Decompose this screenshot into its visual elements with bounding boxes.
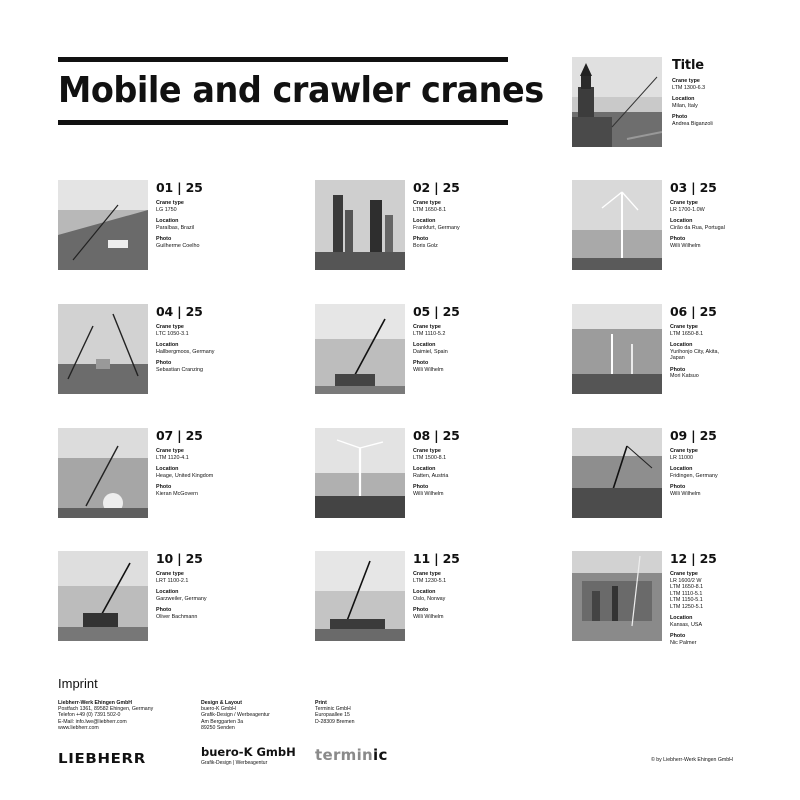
location-label: Location [156,466,179,472]
month-photo [58,180,148,270]
location-value: Kansas, USA [670,621,703,628]
month-photo [315,551,405,641]
cover-photographer: Andrea Biganzoli [672,120,713,127]
crane-type-label: Crane type [156,200,184,206]
month-info [413,181,495,254]
crane-type-label: Crane type [156,571,184,577]
photo-label: Photo [413,360,429,366]
crane-type-value: LG 1750 [156,206,177,213]
crane-type-value: LTM 1500-8.1 [413,454,447,461]
location-value: Ratten, Austria [413,472,449,479]
photographer-value: Guilherme Coelho [156,242,200,249]
photographer-value: Willi Wilhelm [670,490,701,497]
month-number: 06 | 25 [670,304,717,319]
month-photo [58,304,148,394]
crane-type-value: LR 11000 [670,454,693,461]
month-photo [315,428,405,518]
imprint-publisher [58,700,153,731]
photographer-value: Oliver Bachmann [156,613,198,620]
month-info [413,305,495,378]
month-info [156,181,238,254]
location-label: Location [670,615,693,621]
cover-photo-label: Photo [672,114,688,120]
location-value: Garzweiler, Germany [156,595,207,602]
photo-label: Photo [670,236,686,242]
photographer-value: Nic Palmer [670,639,697,646]
photo-label: Photo [413,607,429,613]
design-line: Grafik-Design / Werbeagentur [201,712,270,719]
cover-location: Milan, Italy [672,102,698,109]
crane-type-label: Crane type [413,571,441,577]
crane-type-label: Crane type [670,324,698,330]
location-value: Frankfurt, Germany [413,224,460,231]
month-photo [572,551,662,641]
photographer-value: Mori Katsuo [670,373,699,379]
location-label: Location [413,466,436,472]
imprint-print [315,700,355,725]
photo-label: Photo [156,236,172,242]
photo-label: Photo [413,484,429,490]
month-photo [572,180,662,270]
location-label: Location [413,218,436,224]
design-line: Am Berggarten 3a [201,718,244,725]
month-info [156,429,238,502]
month-info [156,305,238,378]
publisher-line: www.liebherr.com [58,724,99,731]
print-line: Terminic GmbH [315,706,351,713]
month-photo [58,428,148,518]
location-label: Location [670,218,693,224]
crane-type-label: Crane type [413,448,441,454]
crane-type-value: LTM 1120-4.1 [156,454,189,461]
crane-type-label: Crane type [413,200,441,206]
page-title: Mobile and crawler cranes [58,70,544,111]
location-value: Yurihonjo City, Akita, Japan [670,348,720,361]
publisher-line: E-Mail: info.lwe@liebherr.com [58,718,127,725]
buero-k-logo [201,745,296,766]
cover-info [672,59,754,132]
month-number: 01 | 25 [156,180,203,195]
publisher-line: Telefon +49 (0) 7391 502-0 [58,712,121,719]
copyright: © by Liebherr-Werk Ehingen GmbH [651,757,733,763]
photo-label: Photo [156,607,172,613]
month-info [670,305,752,385]
month-number: 10 | 25 [156,551,203,566]
location-label: Location [670,466,693,472]
crane-type-label: Crane type [413,324,441,330]
month-number: 11 | 25 [413,551,460,566]
month-photo [315,180,405,270]
photographer-value: Willi Wilhelm [413,366,444,373]
location-label: Location [156,218,179,224]
design-line: 89250 Senden [201,724,235,731]
month-info [413,429,495,502]
location-label: Location [156,589,179,595]
month-number: 07 | 25 [156,428,203,443]
location-value: Oslo, Norway [413,595,446,602]
cover-heading: Title [672,58,704,73]
location-label: Location [413,342,436,348]
month-photo [572,304,662,394]
cover-crane-type: LTM 1300-6.3 [672,84,706,91]
crane-type-value: LTC 1050-3.1 [156,330,189,337]
cover-photo [572,57,662,147]
cover-crane-type-label: Crane type [672,78,700,84]
month-number: 04 | 25 [156,304,203,319]
crane-type-label: Crane type [156,324,184,330]
photographer-value: Boris Golz [413,242,438,249]
photo-label: Photo [156,360,172,366]
liebherr-logo: LIEBHERR [58,752,146,767]
location-value: Daimiel, Spain [413,348,448,355]
month-info [413,552,495,625]
imprint-heading: Imprint [58,676,98,691]
crane-type-value: LTM 1650-8.1 [413,206,447,213]
photographer-value: Willi Wilhelm [413,613,444,620]
cover-location-label: Location [672,96,695,102]
photo-label: Photo [413,236,429,242]
print-line: Europaallee 15 [315,712,350,719]
crane-type-value: LTM 1110-5.2 [413,330,446,337]
month-number: 09 | 25 [670,428,717,443]
location-value: Hallbergmoos, Germany [156,348,215,355]
location-value: Fridingen, Germany [670,472,718,479]
imprint-design [201,700,270,731]
crane-type-value: LR 1600/2 W LTM 1650-8.1 LTM 1110-5.1 LTM 1150-5.1 LTM 1250-5.1 [670,577,704,610]
crane-type-value: LRT 1100-2.1 [156,577,189,584]
month-number: 03 | 25 [670,180,717,195]
photographer-value: Willi Wilhelm [413,490,444,497]
month-info [670,552,752,651]
design-line: buero-K GmbH [201,706,236,713]
photographer-value: Willi Wilhelm [670,242,701,249]
crane-type-value: LR 1700-1.0W [670,206,705,213]
title-rule-top [58,57,508,62]
buero-k-logo-name: buero-K GmbH [201,745,296,759]
crane-type-label: Crane type [670,571,698,577]
print-line: D-28309 Bremen [315,718,355,725]
photo-label: Photo [670,633,686,639]
photo-label: Photo [156,484,172,490]
crane-type-label: Crane type [156,448,184,454]
month-number: 12 | 25 [670,551,717,566]
month-number: 02 | 25 [413,180,460,195]
month-photo [58,551,148,641]
location-label: Location [156,342,179,348]
photographer-value: Sebastian Cranzing [156,366,204,373]
month-info [156,552,238,625]
month-photo [572,428,662,518]
photo-label: Photo [670,366,686,373]
crane-type-value: LTM 1230-5.1 [413,577,447,584]
print-title: Print [315,700,327,706]
month-number: 08 | 25 [413,428,460,443]
location-value: Paraíbas, Brazil [156,224,195,231]
design-title: Design & Layout [201,700,242,706]
terminic-logo-a: termin [315,746,373,764]
location-label: Location [670,342,693,348]
location-value: Heage, United Kingdom [156,472,214,479]
buero-k-logo-sub: Grafik-Design | Werbeagentur [201,760,268,766]
terminic-logo-b: ic [373,746,388,764]
month-number: 05 | 25 [413,304,460,319]
month-info [670,181,752,254]
month-photo [315,304,405,394]
location-value: Cirão da Rua, Portugal [670,224,725,231]
photographer-value: Kieran McGovern [156,490,198,497]
location-label: Location [413,589,436,595]
photo-label: Photo [670,484,686,490]
terminic-logo [315,746,388,764]
crane-type-label: Crane type [670,448,698,454]
crane-type-label: Crane type [670,200,698,206]
publisher-line: Postfach 1361, 89582 Ehingen, Germany [58,706,154,713]
title-rule-bottom [58,120,508,125]
crane-type-value: LTM 1650-8.1 [670,330,704,337]
publisher-title: Liebherr-Werk Ehingen GmbH [58,700,132,706]
month-info [670,429,752,502]
